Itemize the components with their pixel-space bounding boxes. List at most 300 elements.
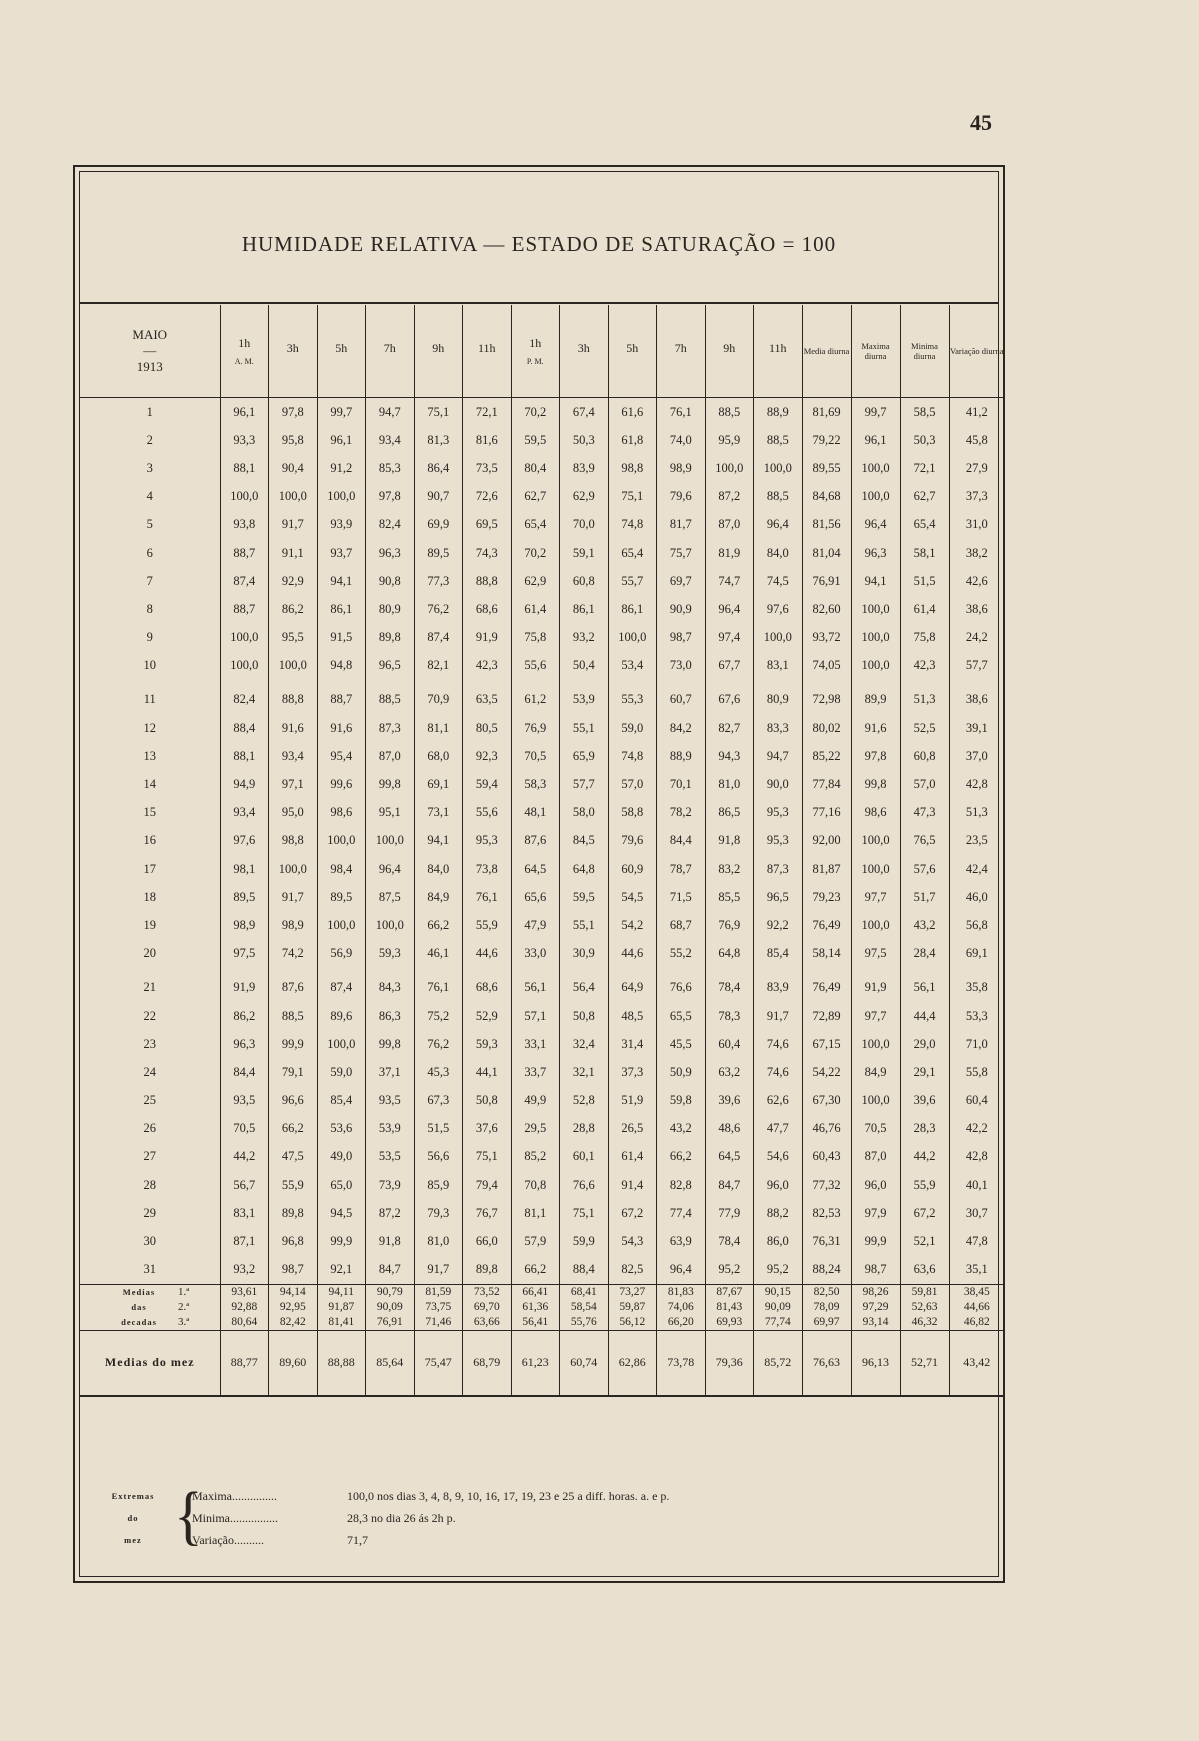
decade-value: 90,09 [366,1300,415,1315]
value-cell: 100,0 [851,652,900,680]
value-cell: 96,1 [220,398,269,427]
value-cell: 96,0 [754,1171,803,1199]
value-cell: 67,2 [608,1199,657,1227]
decade-value: 98,26 [851,1284,900,1300]
value-cell: 74,3 [463,539,512,567]
decade-value: 92,95 [269,1300,318,1315]
table-title: HUMIDADE RELATIVA — ESTADO DE SATURAÇÃO = 100 [241,232,837,256]
value-cell: 72,89 [802,1002,851,1030]
value-cell: 62,7 [900,483,949,511]
value-cell: 53,4 [608,652,657,680]
decade-value: 82,42 [269,1315,318,1331]
value-cell: 70,9 [414,686,463,714]
value-cell: 96,4 [754,511,803,539]
value-cell: 91,9 [220,974,269,1002]
extreme-min-label: Minima................ [192,1511,278,1525]
value-cell: 60,7 [657,686,706,714]
value-cell: 42,6 [949,567,1004,595]
value-cell: 84,3 [366,974,415,1002]
decade-value: 59,81 [900,1284,949,1300]
value-cell: 76,31 [802,1227,851,1255]
value-cell: 94,8 [317,652,366,680]
value-cell: 75,8 [511,624,560,652]
value-cell: 74,7 [705,567,754,595]
decade-value: 81,41 [317,1315,366,1331]
value-cell: 87,4 [317,974,366,1002]
value-cell: 64,5 [511,855,560,883]
value-cell: 66,2 [511,1256,560,1285]
value-cell: 87,0 [366,742,415,770]
value-cell: 26,5 [608,1115,657,1143]
value-cell: 98,6 [317,799,366,827]
value-cell: 70,5 [851,1115,900,1143]
value-cell: 91,6 [317,714,366,742]
value-cell: 88,5 [366,686,415,714]
value-cell: 77,4 [657,1199,706,1227]
decade-value: 73,52 [463,1284,512,1300]
value-cell: 100,0 [317,911,366,939]
value-cell: 88,2 [754,1199,803,1227]
value-cell: 100,0 [851,827,900,855]
value-cell: 58,1 [900,539,949,567]
value-cell: 94,7 [754,742,803,770]
value-cell: 54,22 [802,1058,851,1086]
humidity-table [80,305,1004,1397]
value-cell: 60,1 [560,1143,609,1171]
month-mean-value: 76,63 [802,1330,851,1396]
value-cell: 47,7 [754,1115,803,1143]
value-cell: 94,5 [317,1199,366,1227]
month-mean-value: 60,74 [560,1330,609,1396]
value-cell: 94,1 [851,567,900,595]
value-cell: 33,1 [511,1030,560,1058]
value-cell: 46,76 [802,1115,851,1143]
value-cell: 68,0 [414,742,463,770]
value-cell: 44,2 [900,1143,949,1171]
value-cell: 97,7 [851,1002,900,1030]
value-cell: 82,4 [220,686,269,714]
value-cell: 86,1 [608,595,657,623]
value-cell: 37,3 [949,483,1004,511]
value-cell: 100,0 [851,855,900,883]
value-cell: 100,0 [851,595,900,623]
value-cell: 97,1 [269,770,318,798]
value-cell: 84,9 [851,1058,900,1086]
decade-value: 90,15 [754,1284,803,1300]
title-rule [80,302,998,304]
value-cell: 89,8 [366,624,415,652]
value-cell: 62,7 [511,483,560,511]
value-cell: 79,22 [802,426,851,454]
value-cell: 72,6 [463,483,512,511]
value-cell: 70,2 [511,539,560,567]
value-cell: 27,9 [949,454,1004,482]
value-cell: 98,6 [851,799,900,827]
value-cell: 49,9 [511,1087,560,1115]
value-cell: 38,6 [949,595,1004,623]
day-cell: 13 [143,748,156,763]
value-cell: 84,4 [220,1058,269,1086]
table-row [80,827,1004,855]
decade-value: 90,79 [366,1284,415,1300]
value-cell: 64,9 [608,974,657,1002]
decade-label-cell [80,1315,220,1331]
value-cell: 50,3 [560,426,609,454]
value-cell: 47,3 [900,799,949,827]
value-cell: 74,2 [269,940,318,968]
value-cell: 84,7 [366,1256,415,1285]
value-cell: 99,6 [317,770,366,798]
decade-value: 81,43 [705,1300,754,1315]
value-cell: 93,5 [220,1087,269,1115]
value-cell: 93,4 [220,799,269,827]
maxima-header: Maxima diurna [851,305,900,398]
value-cell: 88,5 [705,398,754,427]
value-cell: 51,3 [949,799,1004,827]
extremes-label: Extremas do mez [111,1491,155,1545]
decade-label: das [131,1302,147,1313]
value-cell: 84,7 [705,1171,754,1199]
value-cell: 90,9 [657,595,706,623]
value-cell: 88,5 [269,1002,318,1030]
month-mean-value: 85,72 [754,1330,803,1396]
day-cell: 1 [146,404,153,419]
month-mean-value: 52,71 [900,1330,949,1396]
value-cell: 87,4 [414,624,463,652]
month-mean-value: 62,86 [608,1330,657,1396]
value-cell: 44,1 [463,1058,512,1086]
value-cell: 37,0 [949,742,1004,770]
table-row [80,624,1004,652]
value-cell: 58,8 [608,799,657,827]
value-cell: 76,2 [414,1030,463,1058]
decade-label: decadas [121,1317,157,1328]
value-cell: 95,2 [754,1256,803,1285]
decade-value: 44,66 [949,1300,1004,1315]
month-dash: — [143,343,157,358]
value-cell: 100,0 [269,483,318,511]
value-cell: 91,7 [269,511,318,539]
value-cell: 43,2 [900,911,949,939]
value-cell: 99,9 [269,1030,318,1058]
decade-ordinal: 3.ª [178,1316,190,1329]
value-cell: 33,7 [511,1058,560,1086]
value-cell: 98,8 [608,454,657,482]
hour-header-10: 7h [657,305,706,398]
value-cell: 69,7 [657,567,706,595]
table-row [80,1058,1004,1086]
value-cell: 74,8 [608,742,657,770]
value-cell: 86,2 [220,1002,269,1030]
value-cell: 61,4 [608,1143,657,1171]
table-row [80,1199,1004,1227]
table-row [80,567,1004,595]
value-cell: 50,3 [900,426,949,454]
table-row [80,652,1004,680]
value-cell: 84,68 [802,483,851,511]
value-cell: 95,5 [269,624,318,652]
value-cell: 87,0 [851,1143,900,1171]
value-cell: 57,0 [900,770,949,798]
value-cell: 87,0 [705,511,754,539]
value-cell: 100,0 [366,911,415,939]
value-cell: 67,2 [900,1199,949,1227]
value-cell: 58,3 [511,770,560,798]
value-cell: 73,0 [657,652,706,680]
value-cell: 77,3 [414,567,463,595]
value-cell: 97,4 [705,624,754,652]
table-row [80,940,1004,968]
month-mean-row [80,1330,1004,1396]
value-cell: 47,5 [269,1143,318,1171]
value-cell: 93,5 [366,1087,415,1115]
value-cell: 66,2 [269,1115,318,1143]
value-cell: 82,5 [608,1256,657,1285]
value-cell: 48,5 [608,1002,657,1030]
value-cell: 99,8 [366,770,415,798]
value-cell: 95,3 [754,827,803,855]
value-cell: 44,6 [608,940,657,968]
value-cell: 100,0 [851,454,900,482]
value-cell: 96,1 [851,426,900,454]
day-cell: 25 [143,1093,156,1108]
value-cell: 91,9 [851,974,900,1002]
value-cell: 83,1 [754,652,803,680]
value-cell: 61,8 [608,426,657,454]
month-mean-value: 61,23 [511,1330,560,1396]
value-cell: 95,2 [705,1256,754,1285]
value-cell: 79,6 [657,483,706,511]
value-cell: 99,7 [317,398,366,427]
value-cell: 62,6 [754,1087,803,1115]
value-cell: 72,1 [463,398,512,427]
value-cell: 76,7 [463,1199,512,1227]
value-cell: 32,4 [560,1030,609,1058]
decade-value: 94,11 [317,1284,366,1300]
value-cell: 97,5 [220,940,269,968]
value-cell: 69,1 [949,940,1004,968]
value-cell: 100,0 [317,827,366,855]
value-cell: 89,8 [269,1199,318,1227]
table-frame [73,165,1005,1583]
value-cell: 57,7 [949,652,1004,680]
value-cell: 53,9 [366,1115,415,1143]
value-cell: 61,2 [511,686,560,714]
table-row [80,1087,1004,1115]
value-cell: 74,05 [802,652,851,680]
value-cell: 78,7 [657,855,706,883]
month-mean-label: Medias do mez [80,1330,220,1396]
value-cell: 60,43 [802,1143,851,1171]
value-cell: 95,3 [754,799,803,827]
value-cell: 42,3 [900,652,949,680]
hour-header-12: 11h [754,305,803,398]
value-cell: 76,49 [802,911,851,939]
table-row [80,1002,1004,1030]
value-cell: 48,6 [705,1115,754,1143]
value-cell: 81,0 [705,770,754,798]
value-cell: 70,5 [220,1115,269,1143]
value-cell: 100,0 [269,652,318,680]
day-cell: 15 [143,805,156,820]
value-cell: 86,2 [269,595,318,623]
table-row [80,1171,1004,1199]
decade-row [80,1300,1004,1315]
value-cell: 100,0 [608,624,657,652]
table-row [80,539,1004,567]
table-row [80,883,1004,911]
decade-value: 80,64 [220,1315,269,1331]
decade-value: 38,45 [949,1284,1004,1300]
value-cell: 82,7 [705,714,754,742]
day-cell: 3 [146,460,153,475]
value-cell: 84,0 [754,539,803,567]
value-cell: 93,7 [317,539,366,567]
value-cell: 81,9 [705,539,754,567]
value-cell: 51,7 [900,883,949,911]
decade-value: 90,09 [754,1300,803,1315]
value-cell: 65,4 [900,511,949,539]
value-cell: 37,6 [463,1115,512,1143]
month-mean-value: 79,36 [705,1330,754,1396]
value-cell: 81,3 [414,426,463,454]
value-cell: 51,5 [414,1115,463,1143]
value-cell: 88,4 [560,1256,609,1285]
value-cell: 75,1 [608,483,657,511]
value-cell: 56,7 [220,1171,269,1199]
decade-row [80,1284,1004,1300]
value-cell: 76,6 [657,974,706,1002]
value-cell: 84,9 [414,883,463,911]
table-row [80,1256,1004,1285]
decade-value: 68,41 [560,1284,609,1300]
value-cell: 95,3 [463,827,512,855]
month-header [80,305,220,398]
value-cell: 98,1 [220,855,269,883]
value-cell: 70,8 [511,1171,560,1199]
value-cell: 57,7 [560,770,609,798]
day-cell: 22 [143,1008,156,1023]
value-cell: 96,3 [220,1030,269,1058]
value-cell: 74,0 [657,426,706,454]
value-cell: 91,8 [705,827,754,855]
day-cell: 29 [143,1205,156,1220]
table-row [80,595,1004,623]
value-cell: 83,9 [560,454,609,482]
value-cell: 31,4 [608,1030,657,1058]
table-frame-inner [79,171,1004,1577]
day-cell: 5 [146,517,153,532]
value-cell: 41,2 [949,398,1004,427]
value-cell: 40,1 [949,1171,1004,1199]
value-cell: 90,7 [414,483,463,511]
value-cell: 95,1 [366,799,415,827]
value-cell: 81,7 [657,511,706,539]
value-cell: 96,4 [851,511,900,539]
decade-value: 46,32 [900,1315,949,1331]
value-cell: 88,9 [754,398,803,427]
value-cell: 60,8 [560,567,609,595]
value-cell: 100,0 [220,483,269,511]
hour-header-5: 9h [414,305,463,398]
value-cell: 70,0 [560,511,609,539]
value-cell: 67,7 [705,652,754,680]
value-cell: 67,30 [802,1087,851,1115]
decade-label-cell [80,1300,220,1315]
value-cell: 57,6 [900,855,949,883]
hour-header-8: 3h [560,305,609,398]
value-cell: 59,5 [511,426,560,454]
value-cell: 84,5 [560,827,609,855]
value-cell: 88,1 [220,454,269,482]
value-cell: 80,4 [511,454,560,482]
day-cell: 31 [143,1262,156,1277]
value-cell: 50,9 [657,1058,706,1086]
value-cell: 92,1 [317,1256,366,1285]
value-cell: 32,1 [560,1058,609,1086]
value-cell: 83,3 [754,714,803,742]
value-cell: 55,9 [463,911,512,939]
table-row [80,742,1004,770]
value-cell: 88,7 [220,539,269,567]
decade-row [80,1315,1004,1331]
value-cell: 96,4 [705,595,754,623]
decade-value: 87,67 [705,1284,754,1300]
value-cell: 39,6 [705,1087,754,1115]
table-row [80,398,1004,427]
day-cell: 10 [143,658,156,673]
value-cell: 90,4 [269,454,318,482]
value-cell: 52,8 [560,1087,609,1115]
decade-value: 63,66 [463,1315,512,1331]
value-cell: 60,8 [900,742,949,770]
value-cell: 97,8 [366,483,415,511]
value-cell: 66,2 [414,911,463,939]
value-cell: 73,5 [463,454,512,482]
value-cell: 30,9 [560,940,609,968]
value-cell: 52,9 [463,1002,512,1030]
value-cell: 37,3 [608,1058,657,1086]
value-cell: 98,9 [269,911,318,939]
value-cell: 59,8 [657,1087,706,1115]
decade-label: Medias [122,1287,156,1298]
value-cell: 80,02 [802,714,851,742]
decade-value: 55,76 [560,1315,609,1331]
decade-value: 92,88 [220,1300,269,1315]
value-cell: 63,9 [657,1227,706,1255]
value-cell: 88,5 [754,426,803,454]
value-cell: 53,6 [317,1115,366,1143]
value-cell: 87,6 [269,974,318,1002]
value-cell: 89,55 [802,454,851,482]
value-cell: 57,0 [608,770,657,798]
month-mean-value: 88,77 [220,1330,269,1396]
value-cell: 93,9 [317,511,366,539]
month-mean-value: 96,13 [851,1330,900,1396]
value-cell: 42,8 [949,770,1004,798]
value-cell: 84,4 [657,827,706,855]
decade-value: 69,97 [802,1315,851,1331]
value-cell: 94,9 [220,770,269,798]
value-cell: 87,3 [366,714,415,742]
value-cell: 99,9 [851,1227,900,1255]
decade-value: 66,41 [511,1284,560,1300]
value-cell: 76,5 [900,827,949,855]
value-cell: 50,8 [560,1002,609,1030]
value-cell: 96,4 [657,1256,706,1285]
value-cell: 54,3 [608,1227,657,1255]
value-cell: 91,6 [269,714,318,742]
